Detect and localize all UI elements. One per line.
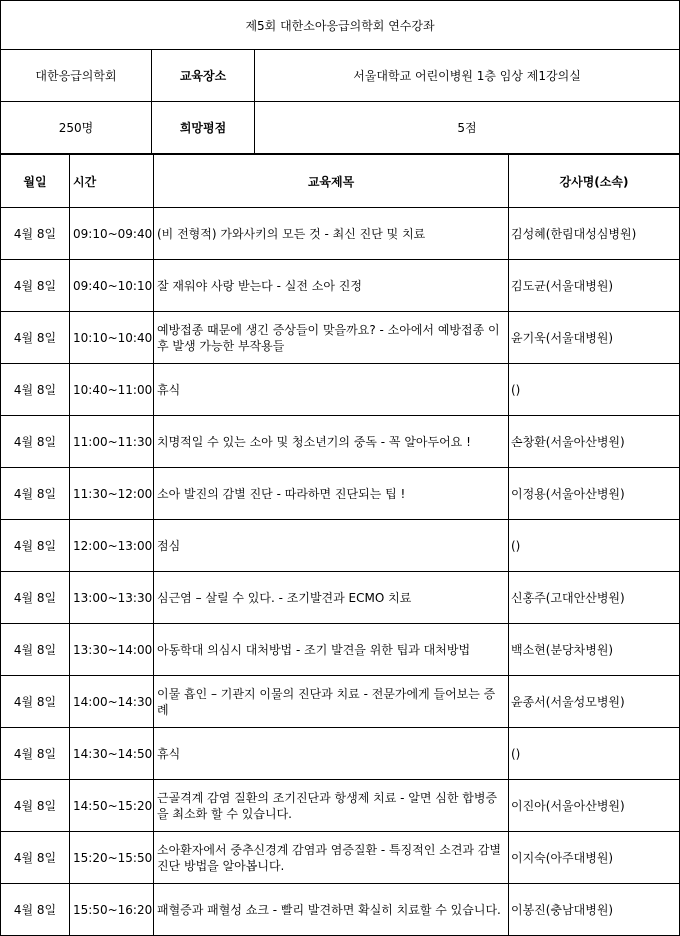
- info-table: [0, 0, 680, 154]
- session-date: 4월 8일: [1, 884, 70, 936]
- session-lecturer: 이지숙(아주대병원): [509, 832, 680, 884]
- session-time: 15:50~16:20: [70, 884, 154, 936]
- session-lecturer: 백소현(분당차병원): [509, 624, 680, 676]
- table-row: [1, 468, 680, 520]
- session-title: 소아 발진의 감별 진단 - 따라하면 진단되는 팁 !: [154, 468, 509, 520]
- session-time: 12:00~13:00: [70, 520, 154, 572]
- session-title: 근골격계 감염 질환의 조기진단과 항생제 치료 - 알면 심한 합병증을 최소화 할 수 있습니다.: [154, 780, 509, 832]
- table-row: [1, 416, 680, 468]
- table-row: [1, 208, 680, 260]
- session-date: 4월 8일: [1, 728, 70, 780]
- header-title: 교육제목: [154, 155, 509, 208]
- schedule-rows: [1, 208, 680, 936]
- session-time: 10:10~10:40: [70, 312, 154, 364]
- session-title: 휴식: [154, 364, 509, 416]
- session-lecturer: 손창환(서울아산병원): [509, 416, 680, 468]
- session-date: 4월 8일: [1, 364, 70, 416]
- session-time: 10:40~11:00: [70, 364, 154, 416]
- table-row: [1, 780, 680, 832]
- table-row: [1, 624, 680, 676]
- session-title: 예방접종 때문에 생긴 증상들이 맞을까요? - 소아에서 예방접종 이후 발생 가능한 부작용들: [154, 312, 509, 364]
- session-date: 4월 8일: [1, 780, 70, 832]
- session-lecturer: 이진아(서울아산병원): [509, 780, 680, 832]
- session-time: 13:00~13:30: [70, 572, 154, 624]
- session-time: 11:00~11:30: [70, 416, 154, 468]
- table-row: [1, 832, 680, 884]
- session-title: 점심: [154, 520, 509, 572]
- session-time: 09:40~10:10: [70, 260, 154, 312]
- table-row: [1, 884, 680, 936]
- session-time: 14:50~15:20: [70, 780, 154, 832]
- table-row: [1, 572, 680, 624]
- session-title: 심근염 – 살릴 수 있다. - 조기발견과 ECMO 치료: [154, 572, 509, 624]
- session-title: 휴식: [154, 728, 509, 780]
- org-name: 대한응급의학회: [1, 50, 152, 102]
- schedule-table: [0, 154, 680, 936]
- session-lecturer: 김도균(서울대병원): [509, 260, 680, 312]
- table-row: [1, 676, 680, 728]
- session-time: 14:30~14:50: [70, 728, 154, 780]
- session-time: 13:30~14:00: [70, 624, 154, 676]
- header-lecturer: 강사명(소속): [509, 155, 680, 208]
- session-title: (비 전형적) 가와사키의 모든 것 - 최신 진단 및 치료: [154, 208, 509, 260]
- session-date: 4월 8일: [1, 468, 70, 520]
- session-date: 4월 8일: [1, 624, 70, 676]
- session-lecturer: 이정용(서울아산병원): [509, 468, 680, 520]
- header-time: 시간: [70, 155, 154, 208]
- page-title: 제5회 대한소아응급의학회 연수강좌: [1, 1, 680, 50]
- score-value: 5점: [255, 102, 680, 154]
- session-time: 11:30~12:00: [70, 468, 154, 520]
- session-lecturer: (): [509, 728, 680, 780]
- place-label: 교육장소: [152, 50, 255, 102]
- table-row: [1, 364, 680, 416]
- table-row: [1, 520, 680, 572]
- session-date: 4월 8일: [1, 208, 70, 260]
- session-time: 09:10~09:40: [70, 208, 154, 260]
- session-title: 이물 흡인 – 기관지 이물의 진단과 치료 - 전문가에게 들어보는 증례: [154, 676, 509, 728]
- session-date: 4월 8일: [1, 832, 70, 884]
- table-row: [1, 728, 680, 780]
- place-value: 서울대학교 어린이병원 1층 임상 제1강의실: [255, 50, 680, 102]
- session-title: 패혈증과 패혈성 쇼크 - 빨리 발견하면 확실히 치료할 수 있습니다.: [154, 884, 509, 936]
- session-date: 4월 8일: [1, 416, 70, 468]
- session-date: 4월 8일: [1, 260, 70, 312]
- session-lecturer: 윤종서(서울성모병원): [509, 676, 680, 728]
- session-date: 4월 8일: [1, 312, 70, 364]
- session-date: 4월 8일: [1, 676, 70, 728]
- session-title: 치명적일 수 있는 소아 및 청소년기의 중독 - 꼭 알아두어요 !: [154, 416, 509, 468]
- session-lecturer: 윤기욱(서울대병원): [509, 312, 680, 364]
- session-date: 4월 8일: [1, 520, 70, 572]
- session-date: 4월 8일: [1, 572, 70, 624]
- attendee-count: 250명: [1, 102, 152, 154]
- session-lecturer: (): [509, 520, 680, 572]
- session-title: 잘 재워야 사랑 받는다 - 실전 소아 진정: [154, 260, 509, 312]
- session-lecturer: (): [509, 364, 680, 416]
- session-time: 15:20~15:50: [70, 832, 154, 884]
- score-label: 희망평점: [152, 102, 255, 154]
- session-title: 아동학대 의심시 대처방법 - 조기 발견을 위한 팁과 대처방법: [154, 624, 509, 676]
- session-lecturer: 신홍주(고대안산병원): [509, 572, 680, 624]
- session-lecturer: 이봉진(충남대병원): [509, 884, 680, 936]
- session-time: 14:00~14:30: [70, 676, 154, 728]
- session-title: 소아환자에서 중추신경계 감염과 염증질환 - 특징적인 소견과 감별진단 방법을 알아봅니다.: [154, 832, 509, 884]
- header-date: 월일: [1, 155, 70, 208]
- session-lecturer: 김성혜(한림대성심병원): [509, 208, 680, 260]
- table-row: [1, 312, 680, 364]
- table-row: [1, 260, 680, 312]
